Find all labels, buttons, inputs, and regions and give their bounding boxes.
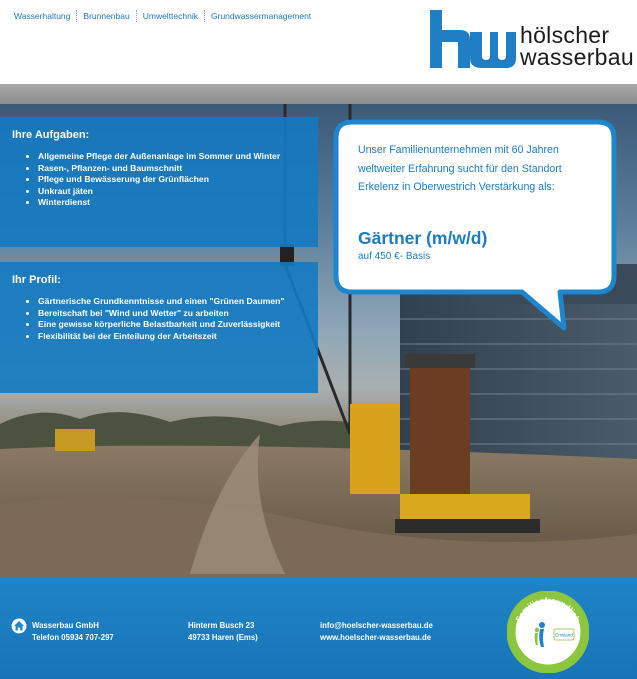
family-friendly-seal-icon xyxy=(507,591,589,673)
list-item: • Rasen-, Pflanzen- und Baumschnitt xyxy=(38,163,288,175)
footer-company-info xyxy=(32,620,114,643)
website-link[interactable]: www.hoelscher-wasserbau.de xyxy=(320,632,432,642)
list-item: • Bereitschaft bei "Wind und Wetter" zu arbeiten xyxy=(38,308,288,320)
tasks-list xyxy=(0,151,318,209)
list-item: • Winterdienst xyxy=(38,197,288,209)
hw-logo-mark xyxy=(430,10,516,70)
footer-address xyxy=(188,620,258,643)
profile-title: Ihr Profil: xyxy=(12,274,61,286)
company-phone[interactable]: Telefon 05934 707-297 xyxy=(32,632,114,642)
list-item: • Pflege und Bewässerung der Grünflächen xyxy=(38,174,288,186)
list-item: • Flexibilität bei der Einteilung der Arbeitszeit xyxy=(38,331,288,343)
offer-intro: Unser Familienunternehmen mit 60 Jahren weltweiter Erfahrung sucht für den Standort Erkelenz in Oberwestrich Verstärkung als: xyxy=(358,144,562,193)
company-logo[interactable] xyxy=(430,10,634,72)
email-link[interactable]: info@hoelscher-wasserbau.de xyxy=(320,621,433,630)
seal-top-text: Familienfreundlich xyxy=(514,595,582,624)
logo-line-2: wasserbau xyxy=(520,44,634,70)
seal-badge-text: Emsland xyxy=(555,632,573,638)
logo-line-1: hölscher xyxy=(520,22,610,48)
footer-contact xyxy=(320,620,433,643)
logo-wordmark xyxy=(520,24,634,68)
tasks-title: Ihre Aufgaben: xyxy=(12,129,90,141)
nav-item-grundwassermanagement[interactable]: Grundwassermanagement xyxy=(211,11,312,21)
job-title: Gärtner (m/w/d) xyxy=(358,228,488,248)
header-divider-bar xyxy=(0,84,637,104)
header xyxy=(0,0,637,84)
company-name: Wasserbau GmbH xyxy=(32,621,99,630)
profile-panel xyxy=(0,262,318,393)
tasks-panel xyxy=(0,117,318,247)
list-item: • Unkraut jäten xyxy=(38,186,288,198)
top-navigation xyxy=(8,10,317,22)
nav-item-brunnenbau[interactable]: Brunnenbau xyxy=(77,10,136,22)
list-item: • Eine gewisse körperliche Belastbarkeit und Zuverlässigkeit xyxy=(38,319,288,331)
seal-bottom-text: zertifiziert xyxy=(531,647,565,660)
address-city: 49733 Haren (Ems) xyxy=(188,632,258,642)
nav-item-umwelttechnik[interactable]: Umwelttechnik xyxy=(137,10,205,22)
job-basis: auf 450 €- Basis xyxy=(358,251,431,262)
nav-item-wasserhaltung[interactable]: Wasserhaltung xyxy=(8,10,77,22)
list-item: • Allgemeine Pflege der Außenanlage im Sommer und Winter xyxy=(38,151,288,163)
profile-list xyxy=(0,296,318,342)
address-street: Hinterm Busch 23 xyxy=(188,621,255,630)
list-item: • Gärtnerische Grundkenntnisse und einen "Grünen Daumen" xyxy=(38,296,288,308)
home-icon xyxy=(11,618,27,634)
